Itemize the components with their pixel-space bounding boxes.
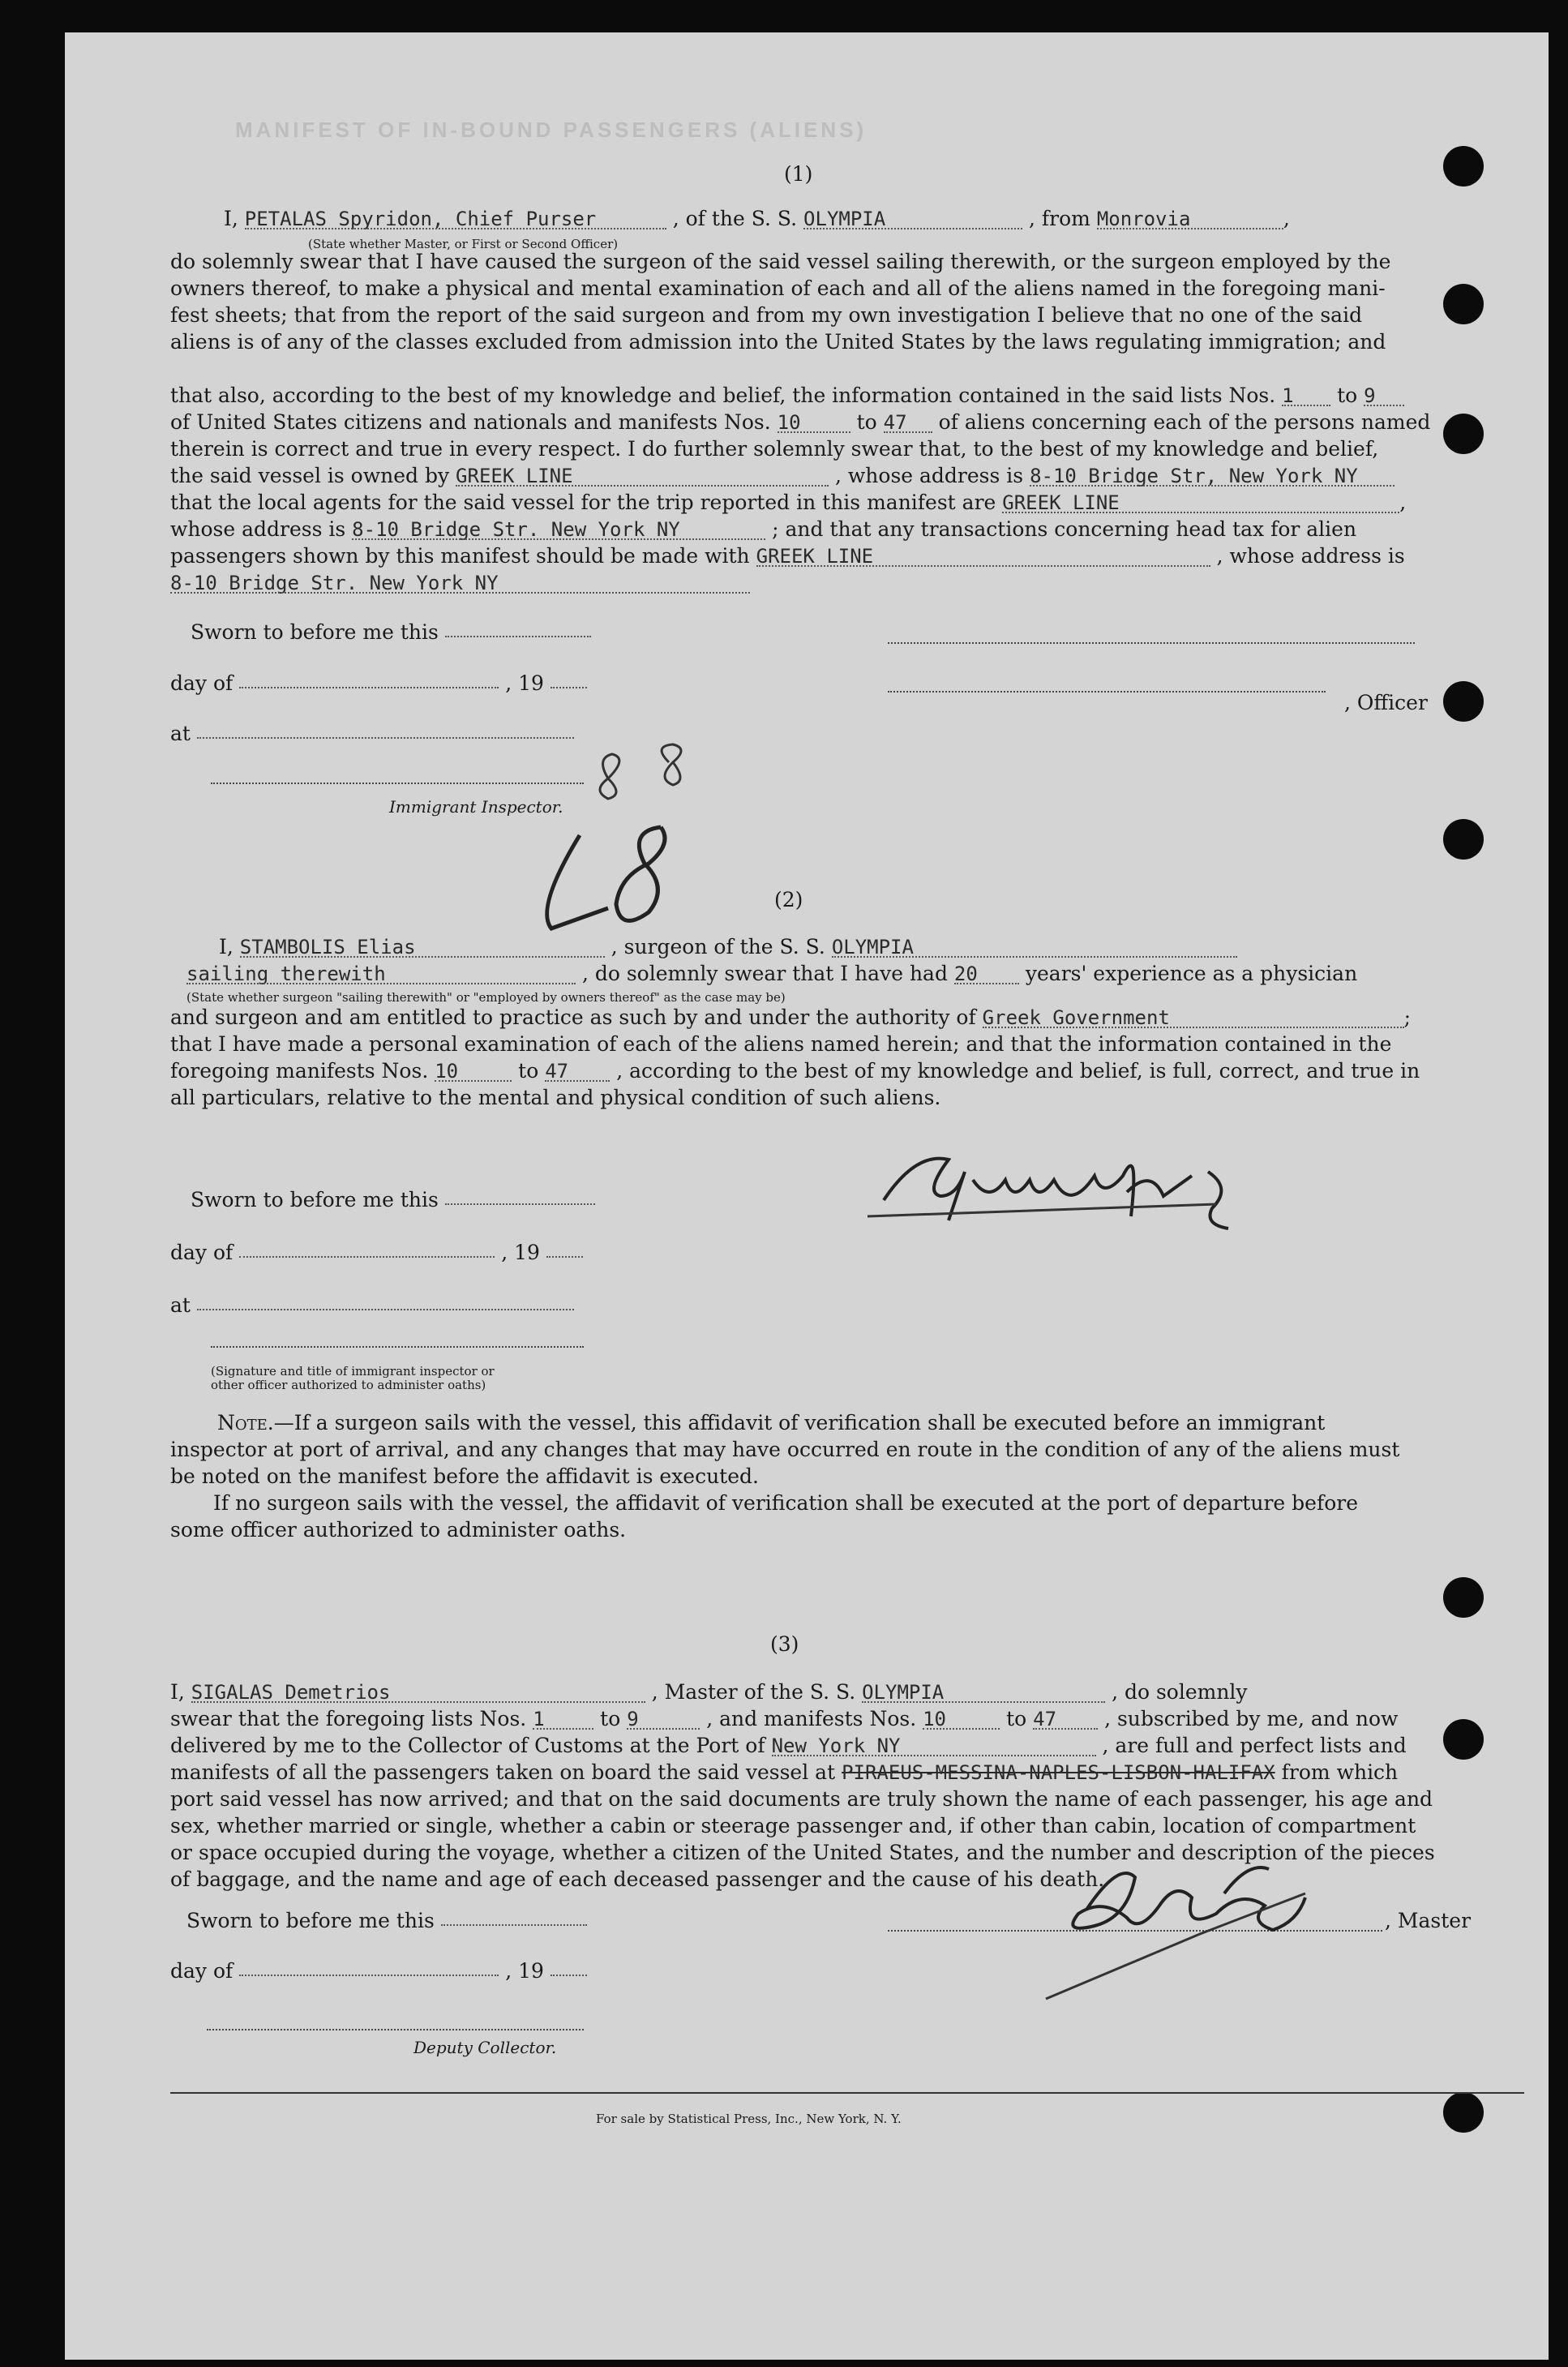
s3-body-4: port said vessel has now arrived; and that on the said documents are truly shown the name of each passenger, his age and (170, 1787, 1433, 1811)
port-from-field[interactable]: Monrovia (1097, 207, 1283, 231)
section-2-number: (2) (774, 888, 803, 911)
s1-body-3: fest sheets; that from the report of the said surgeon and from my own investigation I believe that no one of the said (170, 303, 1363, 327)
s3-lists-to-field[interactable]: 9 (627, 1707, 700, 1731)
s2-sailing-line: sailing therewith , do solemnly swear that I have had 20 years' experience as a physician (186, 962, 1358, 985)
s3-manifest-from-field[interactable]: 10 (923, 1707, 1000, 1731)
s1-body-4: aliens is of any of the classes excluded from admission into the United States by the laws regulating immigration; and (170, 330, 1386, 354)
s1-officer-label: , Officer (1344, 691, 1428, 714)
s3-body-7: of baggage, and the name and age of each deceased passenger and the cause of his death. (170, 1867, 1105, 1891)
master-signature[interactable] (1038, 1845, 1362, 2015)
s3-oath-line: I, SIGALAS Demetrios , Master of the S. S. OLYMPIA , do solemnly (170, 1680, 1248, 1704)
s2-body-1: and surgeon and am entitled to practice as such by and under the authority of Greek Government ; (170, 1006, 1412, 1029)
section-3-number: (3) (770, 1632, 799, 1656)
punch-hole (1443, 1719, 1484, 1760)
punch-hole (1443, 2092, 1484, 2133)
agents-address-field[interactable]: 8-10 Bridge Str. New York NY (352, 517, 765, 542)
s1-inspector-line[interactable] (211, 783, 584, 784)
s1-sworn-line: Sworn to before me this (191, 620, 439, 644)
punch-hole (1443, 1577, 1484, 1618)
s2-sworn-line: Sworn to before me this (191, 1188, 439, 1211)
note-line-2: inspector at port of arrival, and any changes that may have occurred en route in the condition of any of the aliens must (170, 1438, 1400, 1461)
note-line-1: Note.—If a surgeon sails with the vessel, this affidavit of verification shall be executed before an immigrant (217, 1411, 1326, 1434)
s3-body-3: manifests of all the passengers taken on board the said vessel at PIRAEUS-MESSINA-NAPLES-LISBON-HALIFAX from which (170, 1760, 1399, 1784)
s3-manifest-to-field[interactable]: 47 (1033, 1707, 1098, 1731)
note-line-4: If no surgeon sails with the vessel, the affidavit of verification shall be executed at the port of departure before (213, 1491, 1358, 1515)
s3-vessel-field[interactable]: OLYMPIA (862, 1680, 1105, 1704)
port-of-arrival-field[interactable]: New York NY (772, 1734, 1096, 1758)
manifest-page (65, 32, 1549, 2360)
years-experience-field[interactable]: 20 (954, 962, 1019, 986)
handwritten-number-28-mark (519, 811, 713, 941)
sailing-status-field[interactable]: sailing therewith (186, 962, 576, 986)
s2-at-line: at (170, 1293, 191, 1317)
officer-name-field[interactable]: PETALAS Spyridon, Chief Purser (245, 207, 666, 231)
s1-inspector-label: Immigrant Inspector. (389, 797, 563, 817)
s3-sworn-line: Sworn to before me this (186, 1909, 435, 1932)
s1-body-7: of United States citizens and nationals and manifests Nos. 10 to 47 of aliens concerning each of the persons named (170, 410, 1431, 434)
s1-body-2: owners thereof, to make a physical and mental examination of each and all of the aliens named in the foregoing mani- (170, 277, 1386, 300)
s1-oath-line: I, PETALAS Spyridon, Chief Purser , of the S. S. OLYMPIA , from Monrovia , (224, 207, 1290, 230)
tax-party-address-field[interactable]: 8-10 Bridge Str. New York NY (170, 571, 750, 595)
lists-from-field[interactable]: 1 (1282, 384, 1330, 408)
s2-inspector-caption-2: other officer authorized to administer oaths) (211, 1378, 486, 1392)
s1-body-8: therein is correct and true in every respect. I do further solemnly swear that, to the best of my knowledge and belief, (170, 437, 1379, 461)
s3-body-2: delivered by me to the Collector of Customs at the Port of New York NY , are full and perfect lists and (170, 1734, 1407, 1757)
bleed-through-heading: MANIFEST OF IN-BOUND PASSENGERS (ALIENS) (235, 118, 868, 142)
punch-hole (1443, 146, 1484, 187)
s3-master-label: , Master (1385, 1909, 1472, 1932)
s3-collector-line[interactable] (207, 2029, 584, 2030)
punch-hole (1443, 284, 1484, 324)
s2-day-line: day of , 19 (170, 1241, 540, 1264)
agents-field[interactable]: GREEK LINE (1002, 491, 1399, 515)
s1-body-13 (170, 571, 750, 595)
s2-vessel-field[interactable]: OLYMPIA (832, 935, 1237, 959)
s1-officer-line[interactable] (888, 691, 1326, 693)
s3-collector-label: Deputy Collector. (413, 2038, 557, 2057)
s1-at-line: at (170, 722, 191, 745)
s2-oath-line: I, STAMBOLIS Elias , surgeon of the S. S. OLYMPIA (219, 935, 1237, 959)
owner-address-field[interactable]: 8-10 Bridge Str, New York NY (1030, 464, 1394, 488)
note-line-3: be noted on the manifest before the affidavit is executed. (170, 1464, 759, 1488)
manifests-from-field[interactable]: 10 (778, 410, 850, 435)
surgeon-name-field[interactable]: STAMBOLIS Elias (240, 935, 605, 959)
s2-inspector-caption-1: (Signature and title of immigrant inspector or (211, 1364, 495, 1379)
punch-hole (1443, 681, 1484, 722)
footer-rule (170, 2092, 1524, 2094)
s2-body-2: that I have made a personal examination of each of the aliens named herein; and that the information contained in the (170, 1032, 1392, 1056)
note-line-5: some officer authorized to administer oaths. (170, 1518, 627, 1542)
s2-inspector-line[interactable] (211, 1346, 584, 1348)
ports-of-embarkation-field[interactable]: PIRAEUS-MESSINA-NAPLES-LISBON-HALIFAX (842, 1761, 1275, 1784)
printer-imprint: For sale by Statistical Press, Inc., New York, N. Y. (596, 2112, 902, 2126)
surgeon-signature[interactable] (851, 1147, 1378, 1237)
manifests-to-field[interactable]: 47 (884, 410, 932, 435)
s1-body-10: that the local agents for the said vessel for the trip reported in this manifest are GREEK LINE , (170, 491, 1407, 514)
s1-officer-signature-line[interactable] (888, 642, 1415, 644)
head-tax-party-field[interactable]: GREEK LINE (756, 544, 1210, 568)
s1-body-6: that also, according to the best of my knowledge and belief, the information contained in the said lists Nos. 1 to 9 (170, 384, 1404, 408)
s2-body-4: all particulars, relative to the mental and physical condition of such aliens. (170, 1086, 941, 1109)
s1-body-12: passengers shown by this manifest should be made with GREEK LINE , whose address is (170, 544, 1405, 568)
s3-body-6: or space occupied during the voyage, whether a citizen of the United States, and the number and description of the pieces (170, 1841, 1435, 1864)
s1-officer-caption: (State whether Master, or First or Second Officer) (308, 237, 619, 251)
s3-day-line: day of , 19 (170, 1959, 544, 1983)
punch-hole (1443, 819, 1484, 860)
s3-body-5: sex, whether married or single, whether a cabin or steerage passenger and, if other than cabin, location of compartment (170, 1814, 1416, 1837)
s1-body-11: whose address is 8-10 Bridge Str. New York NY ; and that any transactions concerning head tax for alien (170, 517, 1357, 541)
master-name-field[interactable]: SIGALAS Demetrios (191, 1680, 645, 1704)
lists-to-field[interactable]: 9 (1364, 384, 1404, 408)
s3-lists-from-field[interactable]: 1 (533, 1707, 593, 1731)
s2-manifest-to-field[interactable]: 47 (545, 1059, 610, 1083)
s1-body-1: do solemnly swear that I have caused the surgeon of the said vessel sailing therewith, or the surgeon employed by the (170, 250, 1391, 273)
s2-sailing-caption: (State whether surgeon "sailing therewith" or "employed by owners thereof" as the case may be) (186, 990, 786, 1005)
s2-body-3: foregoing manifests Nos. 10 to 47 , according to the best of my knowledge and belief, is full, correct, and true in (170, 1059, 1420, 1083)
s3-body-1: swear that the foregoing lists Nos. 1 to 9 , and manifests Nos. 10 to 47 , subscribed by me, and now (170, 1707, 1399, 1730)
handwritten-number-88-mark (592, 738, 722, 803)
section-1-number: (1) (784, 162, 813, 186)
punch-hole (1443, 414, 1484, 454)
vessel-name-field[interactable]: OLYMPIA (803, 207, 1022, 231)
s2-manifest-from-field[interactable]: 10 (435, 1059, 512, 1083)
authority-field[interactable]: Greek Government (983, 1006, 1404, 1030)
owner-field[interactable]: GREEK LINE (456, 464, 829, 488)
s1-body-9: the said vessel is owned by GREEK LINE , whose address is 8-10 Bridge Str, New York NY (170, 464, 1394, 488)
s1-day-line: day of , 19 (170, 671, 544, 695)
